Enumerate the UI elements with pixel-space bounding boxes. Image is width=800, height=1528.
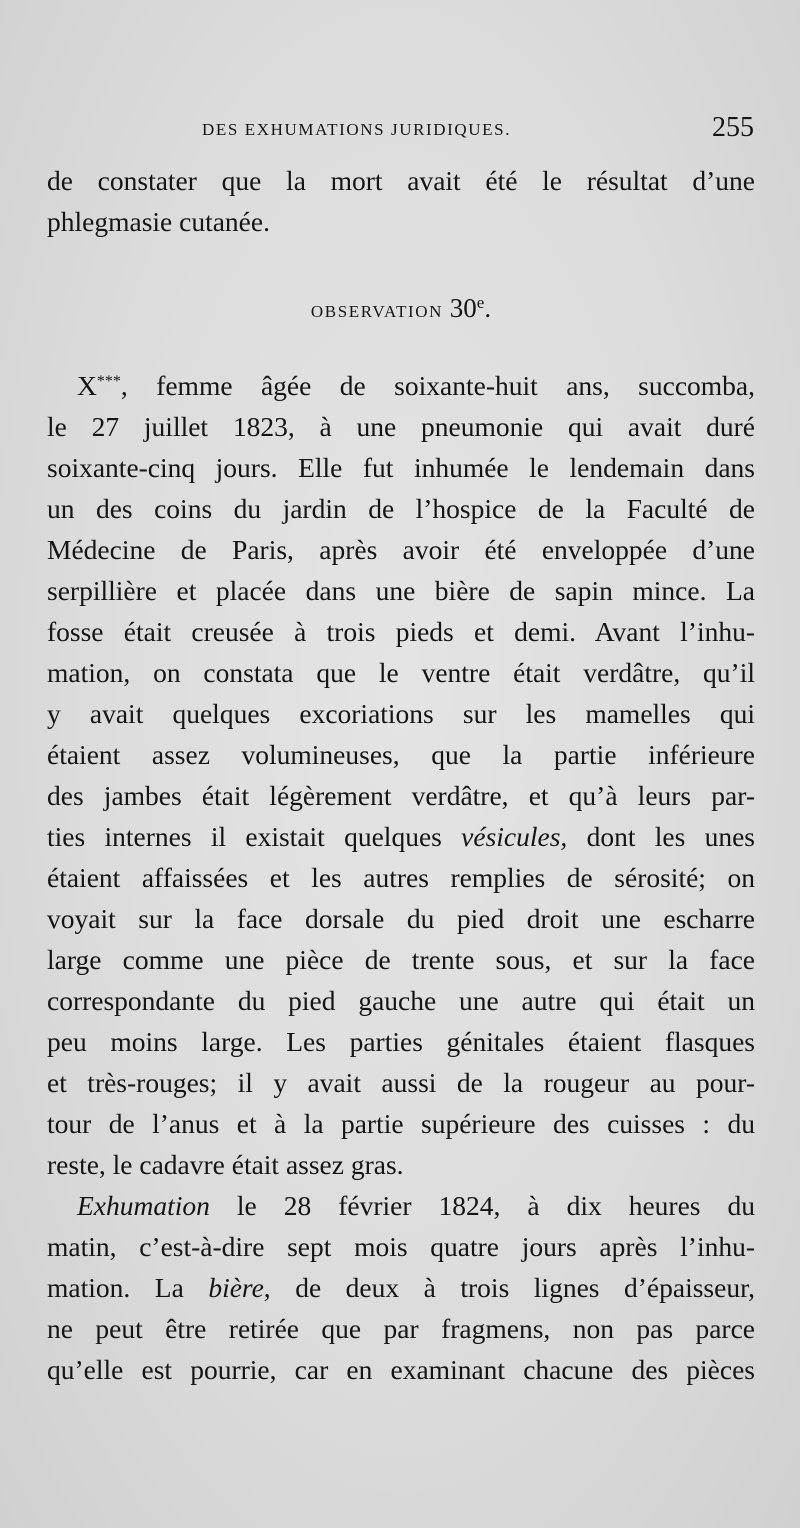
text-line: y avait quelques excoriations sur les mamelles qui [47,698,755,729]
text-line: un des coins du jardin de l’hospice de la Faculté de [47,493,755,524]
text-line: de constater que la mort avait été le résultat d’une [47,165,755,196]
italic-term: bière [208,1272,264,1303]
text-line: Médecine de Paris, après avoir été enveloppée d’une [47,534,755,565]
patient-name-stars: *** [96,373,121,390]
text-line: qu’elle est pourrie, car en examinant chacune des pièces [47,1354,755,1385]
text-line: peu moins large. Les parties génitales étaient flasques [47,1026,755,1057]
text-line: mation, on constata que le ventre était verdâtre, qu’il [47,657,755,688]
heading-ordinal: e [476,293,485,312]
text-line: correspondante du pied gauche une autre qui était un [47,985,755,1016]
heading-period: . [484,293,492,323]
heading-number: 30 [449,293,477,323]
text-line: étaient affaissées et les autres remplies de sérosité; on [47,862,755,893]
text-line: étaient assez volumineuses, que la partie inférieure [47,739,755,770]
text-line: phlegmasie cutanée. [47,206,270,237]
text-line: soixante-cinq jours. Elle fut inhumée le lendemain dans [47,452,755,483]
heading-label: OBSERVATION [310,302,444,321]
text-line [77,1185,755,1226]
text-segment: dont les unes [586,821,756,852]
text-line: matin, c’est-à-dire sept mois quatre jours après l’inhu- [47,1231,755,1262]
text-line [77,365,755,406]
text-line: et très-rouges; il y avait aussi de la rougeur au pour- [47,1067,755,1098]
text-line: fosse était creusée à trois pieds et demi. Avant l’inhu- [47,616,755,647]
text-segment: le 28 février 1824, à dix heures du [236,1190,755,1221]
text-line: tour de l’anus et à la partie supérieure des cuisses : du [47,1108,755,1139]
text-segment: , de deux à trois lignes d’épaisseur, [263,1272,755,1303]
text-segment: ties internes il existait quelques [47,821,442,852]
text-line: ne peut être retirée que par fragmens, non pas parce [47,1313,755,1344]
patient-name: X [77,370,97,401]
text-line: reste, le cadavre était assez gras. [47,1149,404,1180]
page-number: 255 [712,112,754,143]
text-line: serpillière et placée dans une bière de sapin mince. La [47,575,755,606]
text-segment: , femme âgée de soixante-huit ans, succomba, [120,370,755,401]
text-line: des jambes était légèrement verdâtre, et qu’à leurs par- [47,780,755,811]
page-header [47,112,754,152]
italic-term: Exhumation [77,1190,210,1221]
italic-term: vésicules, [461,821,568,852]
text-segment: mation. La [47,1272,184,1303]
text-line [47,1267,755,1308]
text-line [47,816,755,857]
running-head: DES EXHUMATIONS JURIDIQUES. [202,120,512,139]
text-line: voyait sur la face dorsale du pied droit une escharre [47,903,755,934]
text-line: le 27 juillet 1823, à une pneumonie qui avait duré [47,411,755,442]
observation-heading [47,293,755,324]
text-line: large comme une pièce de trente sous, et sur la face [47,944,755,975]
